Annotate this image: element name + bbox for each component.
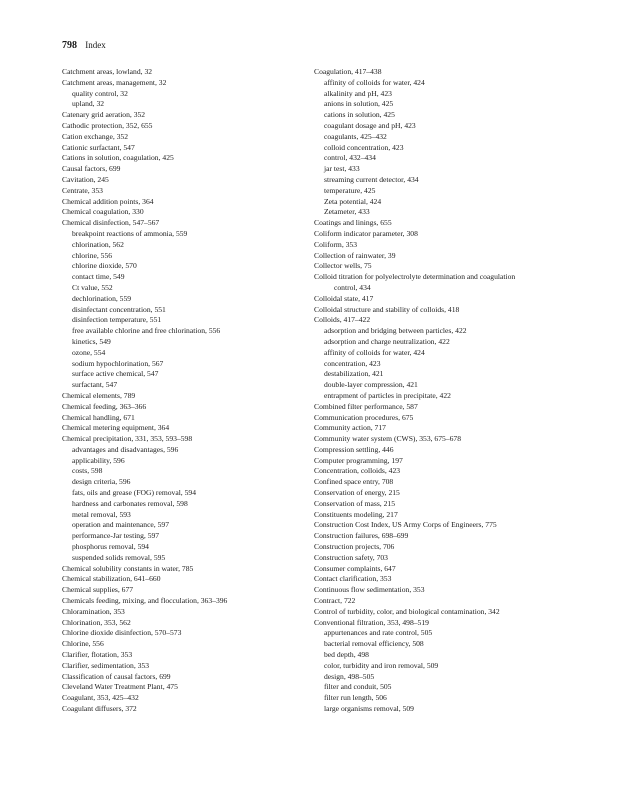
index-entry: Causal factors, 699: [62, 164, 121, 174]
index-column-right: [314, 67, 590, 715]
index-subentry: design, 498–505: [324, 671, 375, 681]
index-entry: Conservation of energy, 215: [314, 488, 400, 498]
index-subentry: control, 434: [334, 282, 371, 292]
index-subentry: free available chlorine and free chlorination, 556: [72, 326, 221, 336]
index-subentry: fats, oils and grease (FOG) removal, 594: [72, 488, 196, 498]
index-subentry: affinity of colloids for water, 424: [324, 77, 425, 87]
index-entry: Centrate, 353: [62, 185, 103, 195]
index-entry: Community action, 717: [314, 423, 386, 433]
page-number: 798: [62, 40, 77, 51]
index-entry: Clarifier, flotation, 353: [62, 650, 133, 660]
index-subentry: temperature, 425: [324, 185, 376, 195]
index-subentry: adsorption and charge neutralization, 422: [324, 336, 450, 346]
index-subentry: affinity of colloids for water, 424: [324, 347, 425, 357]
index-subentry: cations in solution, 425: [324, 110, 395, 120]
index-subentry: disinfection temperature, 551: [72, 315, 162, 325]
index-entry: Classification of causal factors, 699: [62, 671, 171, 681]
index-subentry: control, 432–434: [324, 153, 376, 163]
index-subentry: coagulant dosage and pH, 423: [324, 120, 416, 130]
index-entry: Chemical feeding, 363–366: [62, 401, 147, 411]
index-entry: Chemical handling, 671: [62, 412, 135, 422]
index-entry: Construction projects, 706: [314, 542, 395, 552]
index-column-left: [62, 67, 312, 715]
index-subentry: concentration, 423: [324, 358, 381, 368]
index-subentry: Zeta potential, 424: [324, 196, 382, 206]
index-entry: Cathodic protection, 352, 655: [62, 120, 153, 130]
index-entry: Construction Cost Index, US Army Corps of Engineers, 775: [314, 520, 497, 530]
index-entry: Chemicals feeding, mixing, and flocculation, 363–396: [62, 596, 228, 606]
index-entry: Conservation of mass, 215: [314, 498, 395, 508]
index-entry: Colloidal structure and stability of colloids, 418: [314, 304, 460, 314]
index-entry: Construction failures, 698–699: [314, 531, 409, 541]
index-subentry: advantages and disadvantages, 596: [72, 444, 179, 454]
index-subentry: coagulants, 425–432: [324, 131, 387, 141]
index-subentry: large organisms removal, 509: [324, 704, 414, 714]
index-entry: Coagulant diffusers, 372: [62, 704, 137, 714]
index-subentry: colloid concentration, 423: [324, 142, 404, 152]
index-subentry: bed depth, 498: [324, 650, 369, 660]
index-entry: Cationic surfactant, 547: [62, 142, 135, 152]
index-subentry: disinfectant concentration, 551: [72, 304, 166, 314]
index-entry: Concentration, colloids, 423: [314, 466, 401, 476]
index-entry: Computer programming, 197: [314, 455, 403, 465]
index-subentry: filter run length, 506: [324, 693, 387, 703]
index-entry: Coliform, 353: [314, 239, 358, 249]
index-entry: Chemical addition points, 364: [62, 196, 154, 206]
index-subentry: upland, 32: [72, 99, 105, 109]
index-subentry: surface active chemical, 547: [72, 369, 159, 379]
index-subentry: Zetameter, 433: [324, 207, 370, 217]
index-entry: Control of turbidity, color, and biological contamination, 342: [314, 606, 500, 616]
index-entry: Chlorination, 353, 562: [62, 617, 131, 627]
index-subentry: contact time, 549: [72, 272, 125, 282]
index-subentry: streaming current detector, 434: [324, 174, 419, 184]
index-entry: Chemical stabilization, 641–660: [62, 574, 161, 584]
index-subentry: ozone, 554: [72, 347, 106, 357]
index-subentry: chlorine dioxide, 570: [72, 261, 137, 271]
index-entry: Continuous flow sedimentation, 353: [314, 585, 425, 595]
index-entry: Conventional filtration, 353, 498–519: [314, 617, 429, 627]
index-entry: Clarifier, sedimentation, 353: [62, 660, 150, 670]
index-subentry: Ct value, 552: [72, 282, 113, 292]
page-header: [62, 40, 106, 51]
index-subentry: filter and conduit, 505: [324, 682, 392, 692]
index-entry: Construction safety, 703: [314, 552, 388, 562]
index-entry: Coagulation, 417–438: [314, 67, 382, 76]
index-subentry: appurtenances and rate control, 505: [324, 628, 433, 638]
index-subentry: breakpoint reactions of ammonia, 559: [72, 228, 188, 238]
index-subentry: anions in solution, 425: [324, 99, 394, 109]
index-entry: Colloid titration for polyelectrolyte determination and coagulation: [314, 272, 516, 282]
index-entry: Chemical elements, 789: [62, 390, 136, 400]
index-entry: Catenary grid aeration, 352: [62, 110, 146, 120]
index-entry: Contact clarification, 353: [314, 574, 392, 584]
index-entry: Chemical coagulation, 330: [62, 207, 144, 217]
index-entry: Chemical precipitation, 331, 353, 593–598: [62, 434, 193, 444]
index-subentry: hardness and carbonates removal, 598: [72, 498, 188, 508]
index-subentry: destabilization, 421: [324, 369, 384, 379]
index-entry: Community water system (CWS), 353, 675–678: [314, 434, 462, 444]
index-entry: Colloids, 417–422: [314, 315, 371, 325]
index-entry: Chemical solubility constants in water, 785: [62, 563, 194, 573]
index-entry: Confined space entry, 708: [314, 477, 394, 487]
index-entry: Chlorine dioxide disinfection, 570–573: [62, 628, 182, 638]
index-subentry: design criteria, 596: [72, 477, 131, 487]
index-subentry: applicability, 596: [72, 455, 125, 465]
index-subentry: kinetics, 549: [72, 336, 111, 346]
index-entry: Communication procedures, 675: [314, 412, 414, 422]
index-entry: Combined filter performance, 587: [314, 401, 418, 411]
index-entry: Cations in solution, coagulation, 425: [62, 153, 174, 163]
index-subentry: color, turbidity and iron removal, 509: [324, 660, 439, 670]
index-entry: Contract, 722: [314, 596, 356, 606]
index-entry: Collection of rainwater, 39: [314, 250, 396, 260]
index-entry: Cavitation, 245: [62, 174, 109, 184]
index-entry: Collector wells, 75: [314, 261, 372, 271]
index-subentry: chlorination, 562: [72, 239, 124, 249]
index-subentry: costs, 598: [72, 466, 103, 476]
index-entry: Chemical disinfection, 547–567: [62, 218, 160, 228]
index-entry: Catchment areas, management, 32: [62, 77, 167, 87]
index-subentry: phosphorus removal, 594: [72, 542, 149, 552]
index-subentry: double-layer compression, 421: [324, 380, 418, 390]
index-subentry: jar test, 433: [324, 164, 360, 174]
index-subentry: performance-Jar testing, 597: [72, 531, 160, 541]
index-entry: Chemical metering equipment, 364: [62, 423, 170, 433]
section-title: Index: [85, 40, 106, 50]
index-entry: Coliform indicator parameter, 308: [314, 228, 418, 238]
index-subentry: chlorine, 556: [72, 250, 113, 260]
index-subentry: operation and maintenance, 597: [72, 520, 169, 530]
index-entry: Catchment areas, lowland, 32: [62, 67, 153, 76]
index-entry: Consumer complaints, 647: [314, 563, 396, 573]
index-entry: Cation exchange, 352: [62, 131, 129, 141]
index-subentry: alkalinity and pH, 423: [324, 88, 392, 98]
index-entry: Colloidal state, 417: [314, 293, 374, 303]
index-subentry: entrapment of particles in precipitate, 422: [324, 390, 451, 400]
index-entry: Chloramination, 353: [62, 606, 125, 616]
index-subentry: metal removal, 593: [72, 509, 131, 519]
index-entry: Coagulant, 353, 425–432: [62, 693, 139, 703]
index-entry: Cleveland Water Treatment Plant, 475: [62, 682, 178, 692]
index-subentry: surfactant, 547: [72, 380, 118, 390]
index-subentry: dechlorination, 559: [72, 293, 132, 303]
index-entry: Chemical supplies, 677: [62, 585, 134, 595]
index-entry: Constituents modeling, 217: [314, 509, 398, 519]
index-subentry: adsorption and bridging between particles, 422: [324, 326, 467, 336]
index-entry: Compression settling, 446: [314, 444, 394, 454]
index-subentry: suspended solids removal, 595: [72, 552, 166, 562]
index-entry: Coatings and linings, 655: [314, 218, 392, 228]
index-subentry: quality control, 32: [72, 88, 128, 98]
index-subentry: bacterial removal efficiency, 508: [324, 639, 424, 649]
index-subentry: sodium hypochlorination, 567: [72, 358, 164, 368]
index-entry: Chlorine, 556: [62, 639, 104, 649]
